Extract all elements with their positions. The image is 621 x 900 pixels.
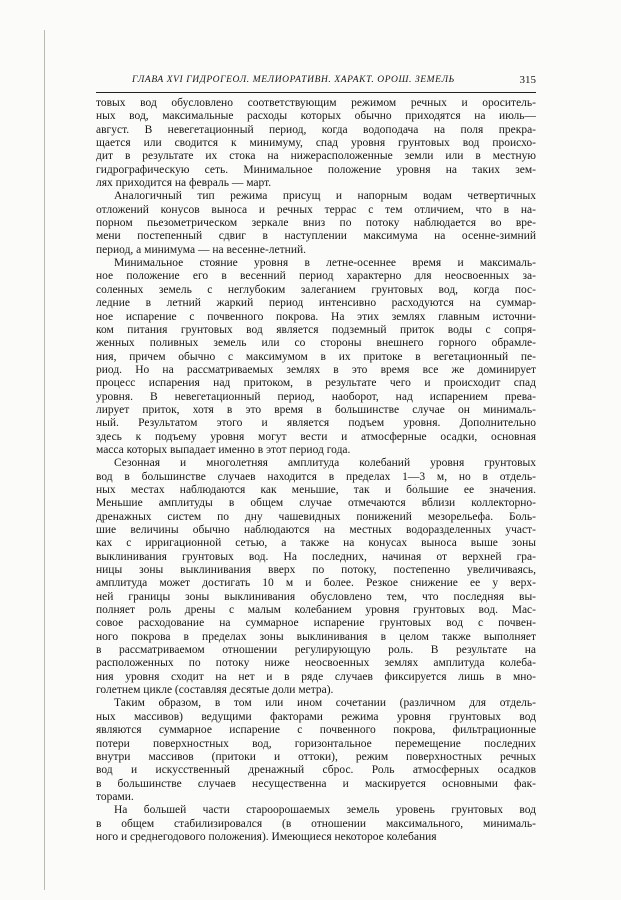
text-line: ках с ирригационной сетью, а также на конусах выноса выше зоны <box>96 537 536 550</box>
text-line: щается или сводится к минимуму, спад уровня грунтовых вод происхо- <box>96 137 536 150</box>
text-line: в общем стабилизировался (в отношении максимального, минималь- <box>96 817 536 830</box>
text-line: голетнем цикле (составляя десятые доли метра). <box>96 684 334 697</box>
text-line: ницы зоны выклинивания вверх по потоку, постепенно увеличиваясь, <box>96 564 536 577</box>
text-line: Таким образом, в том или ином сочетании (различном для отдель- <box>114 697 536 710</box>
text-line: дит в результате их стока на нижерасположенные земли или в местную <box>96 150 536 163</box>
text-line: Аналогичный тип режима присущ и напорным водам четвертичных <box>114 190 536 203</box>
paragraph <box>96 97 536 190</box>
paragraph <box>96 190 536 257</box>
text-line: дренажных систем по дну чашевидных понижений мезорельефа. Боль- <box>96 510 536 523</box>
text-line: уровня. В невегетационный период, наоборот, над испарением прева- <box>96 390 536 403</box>
text-line: процесс испарения над притоком, в результате чего и происходит спад <box>96 377 536 390</box>
header-rule <box>96 92 536 93</box>
page-edge-line <box>44 30 45 890</box>
text-line: полняет роль дрены с малым колебанием уровня грунтовых вод. Мас- <box>96 604 536 617</box>
text-line: вод и искусственный дренажный сброс. Роль атмосферных осадков <box>96 764 536 777</box>
paragraph <box>96 804 536 844</box>
text-line: На большей части староорошаемых земель уровень грунтовых вод <box>114 804 536 817</box>
text-line: ней границы зоны выклинивания обусловлено тем, что последняя вы- <box>96 590 536 603</box>
text-line: выклинивания грунтовых вод. На последних, начиная от верхней гра- <box>96 550 536 563</box>
text-line: амплитуда может достигать 10 м и более. Резкое снижение ее у верх- <box>96 577 536 590</box>
text-line: риод. Но на рассматриваемых землях в это время все же доминирует <box>96 363 536 376</box>
body-text <box>96 97 536 844</box>
text-line: ных местах наблюдаются как меньшие, так и бо́льшие ее значения. <box>96 483 536 496</box>
text-line: ное испарение с почвенного покрова. На этих землях главным источни- <box>96 310 536 323</box>
paragraph <box>96 457 536 697</box>
text-line: шие величины обычно наблюдаются на местных водоразделенных участ- <box>96 524 536 536</box>
text-line: потери поверхностных вод, горизонтальное перемещение последних <box>96 737 536 750</box>
text-line: август. В невегетационный период, когда водоподача на поля прекра- <box>96 123 536 136</box>
text-line: внутри массивов (притоки и оттоки), режим поверхностных речных <box>96 750 536 763</box>
text-line: отложений конусов выноса и речных террас с тем отличием, что в на- <box>96 203 536 216</box>
text-line: лирует приток, хотя в это время в большинстве случае он минималь- <box>96 403 536 416</box>
paragraph <box>96 257 536 457</box>
text-line: Минимальное стояние уровня в летне-осеннее время и максималь- <box>114 257 536 270</box>
text-line: ледние в летний жаркий период интенсивно расходуются на суммар- <box>96 297 536 310</box>
text-line: ком питания грунтовых вод является подземный приток воды с сопря- <box>96 323 536 336</box>
text-line: масса которых выпадает именно в этот период года. <box>96 443 351 456</box>
text-line: мени постепенный сдвиг в наступлении максимума на осенне-зимний <box>96 230 536 243</box>
text-line: расположенных по потоку ниже неосвоенных землях амплитуда колеба- <box>96 657 536 670</box>
paragraph <box>96 697 536 804</box>
text-line: вод в большинстве случаев находится в пределах 1—3 м, но в отдель- <box>96 470 536 483</box>
text-line: ного покрова в пределах зоны выклинивания в целом также выполняет <box>96 630 536 643</box>
text-line: гидрографическую сеть. Минимальное положение уровня на таких зем- <box>96 163 536 176</box>
text-line: ния, причем обычно с максимумом в их притоке в вегетационный пе- <box>96 350 536 363</box>
text-line: период, а минимума — на весенне-летний. <box>96 243 307 256</box>
text-line: являются суммарное испарение с почвенного покрова, фильтрационные <box>96 724 536 737</box>
text-line: в рассматриваемом отношении регулирующую роль. В результате на <box>96 644 536 657</box>
chapter-title: ГЛАВА XVI ГИДРОГЕОЛ. МЕЛИОРАТИВН. ХАРАКТ. ОРОШ. ЗЕМЕЛЬ <box>132 75 455 85</box>
text-line: соленных земель с неглубоким залеганием грунтовых вод, когда пос- <box>96 283 536 296</box>
text-line: ния уровня сходит на нет и в ряде случаев фиксируется лишь в мно- <box>96 670 536 683</box>
text-line: совое расходование на суммарное испарение грунтовых вод с почвен- <box>96 617 536 630</box>
running-header <box>96 75 536 89</box>
text-line: ный. Результатом этого и является подъем уровня. Дополнительно <box>96 417 536 430</box>
text-line: здесь к подъему уровня могут вести и атмосферные осадки, основная <box>96 430 536 443</box>
text-line: Сезонная и многолетняя амплитуда колебаний уровня грунтовых <box>114 457 536 470</box>
text-line: торами. <box>96 790 134 803</box>
text-line: Меньшие амплитуды в общем случае отмечаются вблизи коллекторно- <box>96 497 536 510</box>
text-line: в большинстве случаев несущественна и маскируется основными фак- <box>96 777 536 790</box>
text-line: ных вод, максимальные расходы которых обычно приходятся на июль— <box>96 110 536 123</box>
text-line: ное положение его в весенний период характерно для неосвоенных за- <box>96 270 536 283</box>
text-line: ных массивов) ведущими факторами режима уровня грунтовых вод <box>96 710 536 723</box>
text-line: лях приходится на февраль — март. <box>96 177 272 190</box>
text-line: женных поливных земель или со стороны внешнего горного обрамле- <box>96 337 536 350</box>
page-number: 315 <box>519 74 536 86</box>
text-line: товых вод обусловлено соответствующим режимом речных и ороситель- <box>96 97 536 109</box>
text-line: порном пьезометрическом зеркале вниз по потоку наблюдается во вре- <box>96 217 536 230</box>
text-line: ного и среднегодового положения). Имеющиеся некоторое колебания <box>96 830 437 843</box>
